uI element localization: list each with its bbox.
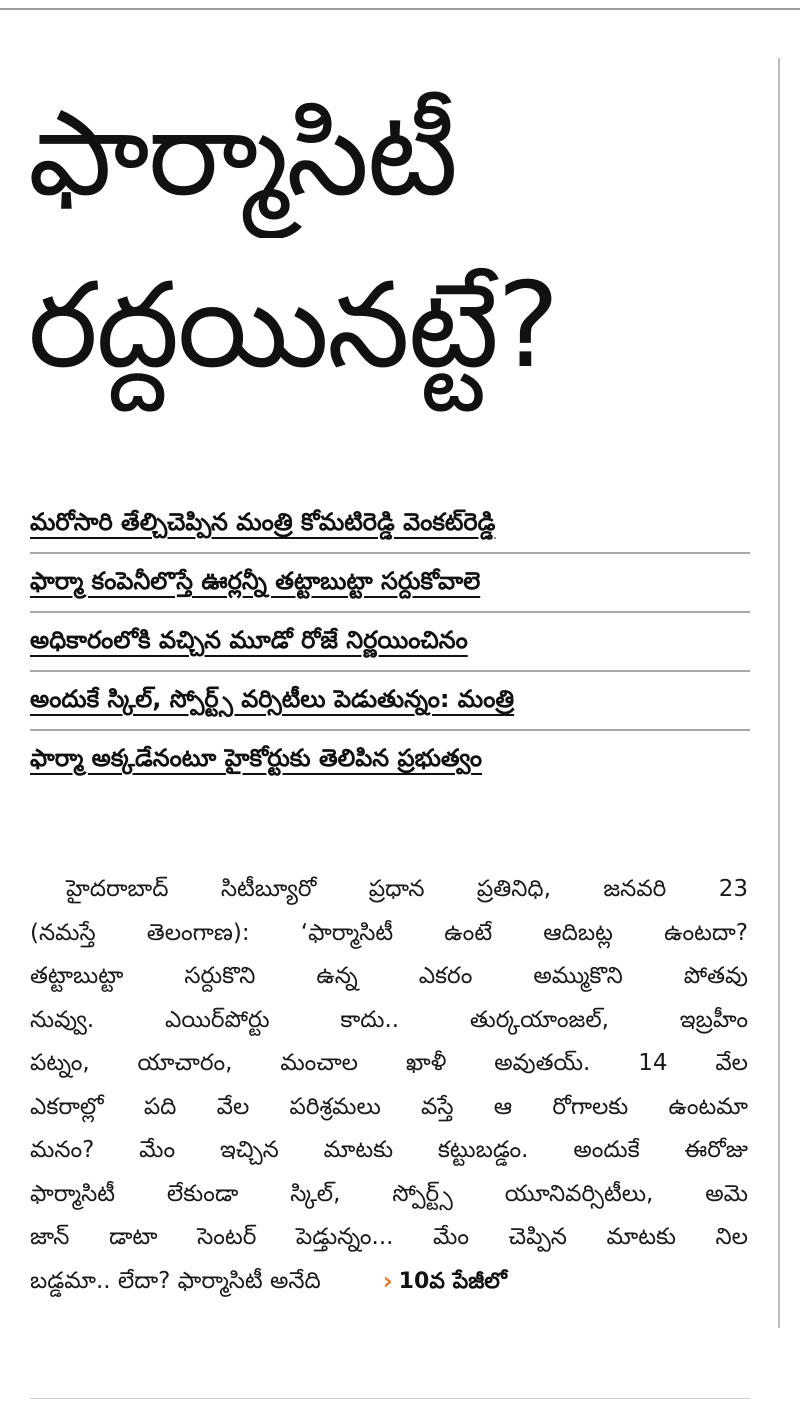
deck-subheadlines (30, 495, 750, 788)
headline-line-2: రద్దయినట్టే? (28, 256, 558, 394)
body-line-text: బడ్డమా.. లేదా? ఫార్మాసిటీ అనేది (30, 1267, 321, 1294)
deck-line: ఫార్మా కంపెనీలొస్తే ఊర్లన్నీ తట్టాబుట్టా సర్దుకోవాలె (30, 554, 750, 613)
deck-line: మరోసారి తేల్చిచెప్పిన మంత్రి కోమటిరెడ్డి వెంకట్‌రెడ్డి (30, 495, 750, 554)
deck-line: అందుకే స్కిల్, స్పోర్ట్స్ వర్సిటీలు పెడుతున్నం: మంత్రి (30, 672, 750, 731)
article-body (30, 868, 748, 1303)
chevron-right-icon: › (382, 1266, 393, 1295)
deck-line: అధికారంలోకి వచ్చిన మూడో రోజే నిర్ణయించినం (30, 613, 750, 672)
column-divider (778, 58, 780, 1328)
continued-on-page-link[interactable] (383, 1260, 507, 1304)
body-line: ఫార్మాసిటీ లేకుండా స్కిల్, స్పోర్ట్స్ యూనివర్సిటీలు, అమె (30, 1180, 748, 1207)
body-line: జాన్ డాటా సెంటర్ పెడ్తున్నం... మేం చెప్పిన మాటకు నిల (30, 1224, 748, 1250)
body-line: తట్టాబుట్టా సర్దుకొని ఉన్న ఎకరం అమ్ముకొని పోతవు (30, 963, 748, 989)
body-line: హైదరాబాద్ సిటీబ్యూరో ప్రధాన ప్రతినిధి, జనవరి 23 (66, 876, 748, 902)
body-line: నువ్వు. ఎయిర్‌పోర్టు కాదు.. తుర్కయాంజల్, ఇబ్రహీం (30, 1006, 748, 1033)
continued-on-page-label: 10వ పేజీలో (398, 1268, 507, 1294)
bottom-border (30, 1398, 750, 1399)
body-line: ఎకరాల్లో పది వేల పరిశ్రమలు వస్తే ఆ రోగాలకు ఉంటమా (30, 1093, 748, 1120)
body-line: మనం? మేం ఇచ్చిన మాటకు కట్టుబడ్డం. అందుకే ఈరోజు (30, 1137, 748, 1163)
body-line-last (30, 1260, 748, 1304)
top-border (0, 8, 800, 10)
headline-line-1: ఫార్మాసిటీ (28, 84, 457, 222)
deck-line: ఫార్మా అక్కడేనంటూ హైకోర్టుకు తెలిపిన ప్రభుత్వం (30, 744, 483, 772)
body-line: పట్నం, యాచారం, మంచాల ఖాళీ అవుతయ్. 14 వేల (30, 1050, 748, 1076)
body-line: (నమస్తే తెలంగాణ): ‘ఫార్మాసిటీ ఉంటే ఆదిబట్ల ఉంటదా? (30, 919, 748, 946)
